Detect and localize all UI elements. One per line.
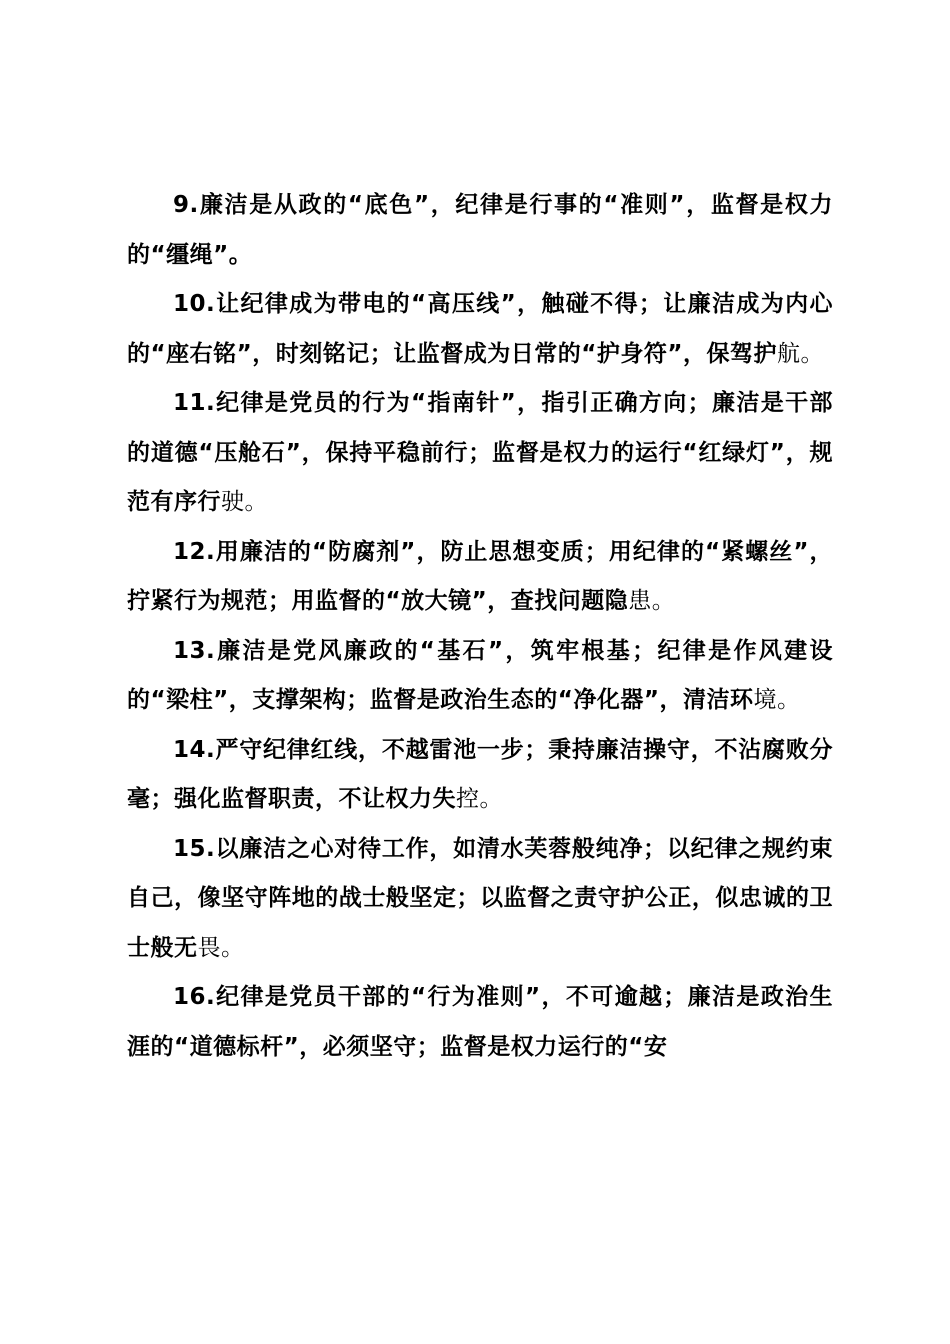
paragraph-tail: 控。 bbox=[456, 786, 503, 812]
paragraph-text: 10.让纪律成为带电的“高压线”，触碰不得；让廉洁成为内心的“座右铭”，时刻铭记；让监督成为日常的“护身符”，保驾护 bbox=[127, 291, 833, 367]
paragraph-13 bbox=[127, 627, 833, 726]
paragraph-9 bbox=[127, 181, 833, 280]
paragraph-text: 12.用廉洁的“防腐剂”，防止思想变质；用纪律的“紧螺丝”，拧紧行为规范；用监督的“放大镜”，查找问题隐 bbox=[127, 538, 833, 614]
paragraph-text: 14.严守纪律红线，不越雷池一步；秉持廉洁操守，不沾腐败分毫；强化监督职责，不让权力失 bbox=[127, 736, 833, 812]
paragraph-tail: 驶。 bbox=[221, 489, 268, 515]
paragraph-14 bbox=[127, 726, 833, 825]
paragraph-text: 16.纪律是党员干部的“行为准则”，不可逾越；廉洁是政治生涯的“道德标杆”，必须坚守；监督是权力运行的“安 bbox=[127, 984, 833, 1060]
paragraph-16 bbox=[127, 973, 833, 1072]
paragraph-text: 11.纪律是党员的行为“指南针”，指引正确方向；廉洁是干部的道德“压舱石”，保持平稳前行；监督是权力的运行“红绿灯”，规范有序行 bbox=[127, 390, 833, 515]
paragraph-text: 9.廉洁是从政的“底色”，纪律是行事的“准则”，监督是权力的“缰绳”。 bbox=[127, 192, 833, 268]
paragraph-text: 13.廉洁是党风廉政的“基石”，筑牢根基；纪律是作风建设的“梁柱”，支撑架构；监督是政治生态的“净化器”，清洁环 bbox=[127, 637, 833, 713]
paragraph-tail: 航。 bbox=[776, 340, 824, 367]
paragraph-text: 15.以廉洁之心对待工作，如清水芙蓉般纯净；以纪律之规约束自己，像坚守阵地的战士般坚定；以监督之责守护公正，似忠诚的卫士般无 bbox=[127, 835, 833, 961]
paragraph-tail: 境。 bbox=[753, 687, 801, 713]
document-body bbox=[127, 181, 833, 1072]
paragraph-15 bbox=[127, 825, 833, 974]
paragraph-tail: 患。 bbox=[628, 588, 676, 614]
paragraph-tail: 畏。 bbox=[197, 934, 245, 961]
paragraph-11 bbox=[127, 379, 833, 528]
paragraph-10 bbox=[127, 280, 833, 379]
paragraph-12 bbox=[127, 528, 833, 627]
